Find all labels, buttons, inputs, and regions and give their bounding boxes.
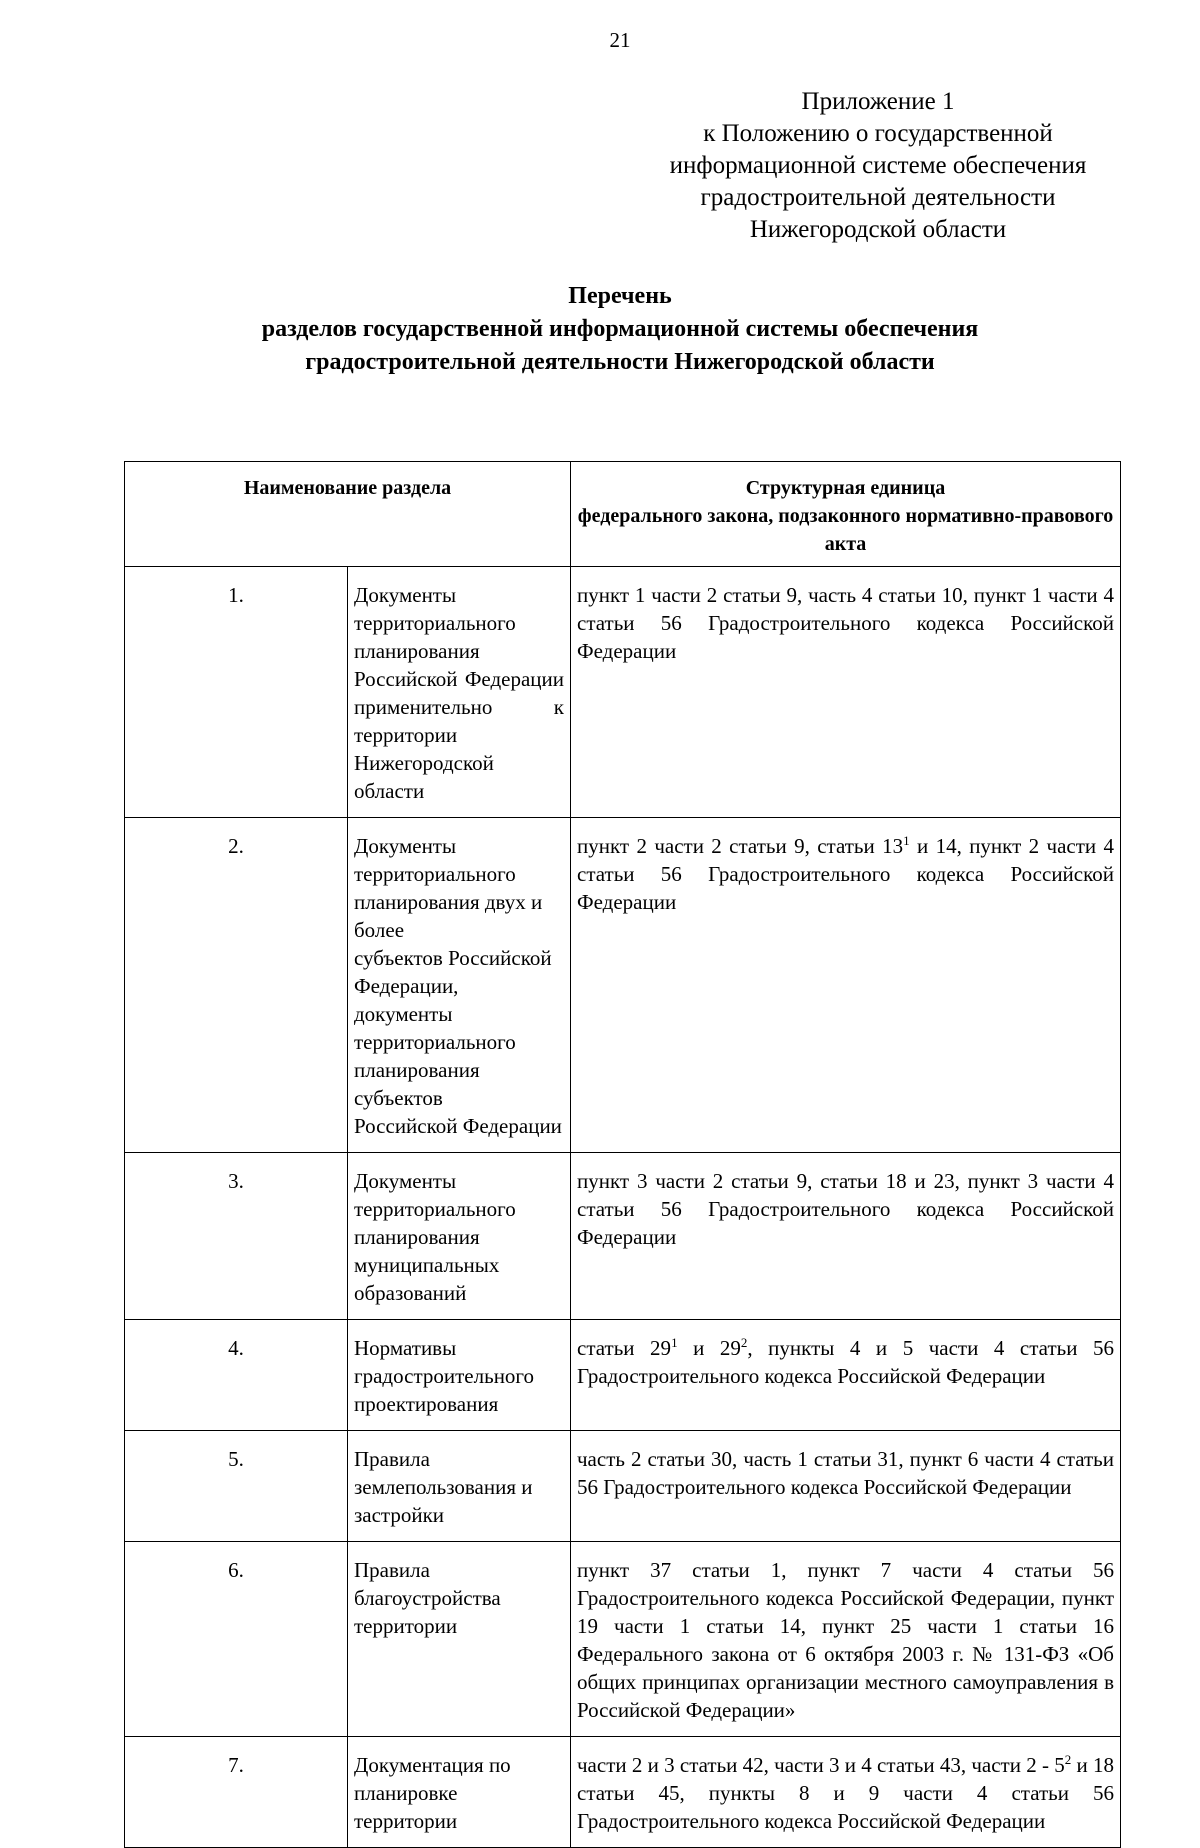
table-row <box>125 1737 1121 1848</box>
document-title <box>120 280 1120 379</box>
row-number: 7. <box>125 1737 348 1848</box>
title-line: градостроительной деятельности Нижегородской области <box>305 349 935 375</box>
row-section-name: Документы территориального планирования муниципальных образований <box>348 1153 571 1320</box>
appendix-line: Нижегородской области <box>749 216 1007 243</box>
title-line: Перечень <box>568 283 672 309</box>
row-legal-basis: часть 2 статьи 30, часть 1 статьи 31, пункт 6 части 4 статьи 56 Градостроительного кодекса Российской Федерации <box>571 1431 1121 1542</box>
row-section-name: Документация по планировке территории <box>348 1737 571 1848</box>
table-row <box>125 1153 1121 1320</box>
table-row <box>125 1320 1121 1431</box>
row-section-name: Документы территориального планирования Российской Федерации применительно к территории Нижегородской области <box>348 567 571 818</box>
table-row <box>125 567 1121 818</box>
table-row <box>125 1431 1121 1542</box>
row-legal-basis: пункт 3 части 2 статьи 9, статьи 18 и 23, пункт 3 части 4 статьи 56 Градостроительного кодекса Российской Федерации <box>571 1153 1121 1320</box>
header-unit-line: федерального закона, подзаконного нормативно-правового акта <box>577 505 1114 555</box>
appendix-line: градостроительной деятельности <box>700 184 1056 211</box>
appendix-line: к Положению о государственной <box>703 120 1053 147</box>
row-section-name: Документы территориального планирования двух и более субъектов Российской Федерации, документы территориального планирования субъектов Российской Федерации <box>348 818 571 1153</box>
sections-table <box>124 461 1121 1848</box>
row-section-name: Правила землепользования и застройки <box>348 1431 571 1542</box>
appendix-line: информационной системе обеспечения <box>669 152 1087 179</box>
row-number: 5. <box>125 1431 348 1542</box>
row-legal-basis: пункт 1 части 2 статьи 9, часть 4 статьи 10, пункт 1 части 4 статьи 56 Градостроительного кодекса Российской Федерации <box>571 567 1121 818</box>
table-row <box>125 818 1121 1153</box>
header-structural-unit <box>571 462 1121 567</box>
row-number: 4. <box>125 1320 348 1431</box>
appendix-note <box>578 86 1178 246</box>
row-legal-basis: пункт 37 статьи 1, пункт 7 части 4 статьи 56 Градостроительного кодекса Российской Федерации, пункт 19 части 1 статьи 14, пункт 25 части 1 статьи 16 Федерального закона от 6 октября 2003 г. № 131-ФЗ «Об общих принципах организации местного самоуправления в Российской Федерации» <box>571 1542 1121 1737</box>
row-legal-basis: статьи $29^1$ и $29^2$, пункты 4 и 5 части 4 статьи 56 Градостроительного кодекса Российской Федерации <box>571 1320 1121 1431</box>
page-number: 21 <box>609 28 631 52</box>
row-legal-basis: части 2 и 3 статьи 42, части 3 и 4 статьи 43, части $2 - 5^2$ и 18 статьи 45, пункты 8 и 9 части 4 статьи 56 Градостроительного кодекса Российской Федерации <box>571 1737 1121 1848</box>
row-number: 3. <box>125 1153 348 1320</box>
row-number: 6. <box>125 1542 348 1737</box>
row-section-name: Нормативы градостроительного проектирования <box>348 1320 571 1431</box>
table-header-row <box>125 462 1121 567</box>
row-section-name: Правила благоустройства территории <box>348 1542 571 1737</box>
header-section-name: Наименование раздела <box>125 462 571 567</box>
appendix-line: Приложение 1 <box>801 88 955 115</box>
row-number: 1. <box>125 567 348 818</box>
title-line: разделов государственной информационной системы обеспечения <box>261 316 979 342</box>
table-row <box>125 1542 1121 1737</box>
row-legal-basis: пункт 2 части 2 статьи 9, статьи $13^1$ и 14, пункт 2 части 4 статьи 56 Градостроительного кодекса Российской Федерации <box>571 818 1121 1153</box>
header-unit-line: Структурная единица <box>745 477 946 499</box>
row-number: 2. <box>125 818 348 1153</box>
